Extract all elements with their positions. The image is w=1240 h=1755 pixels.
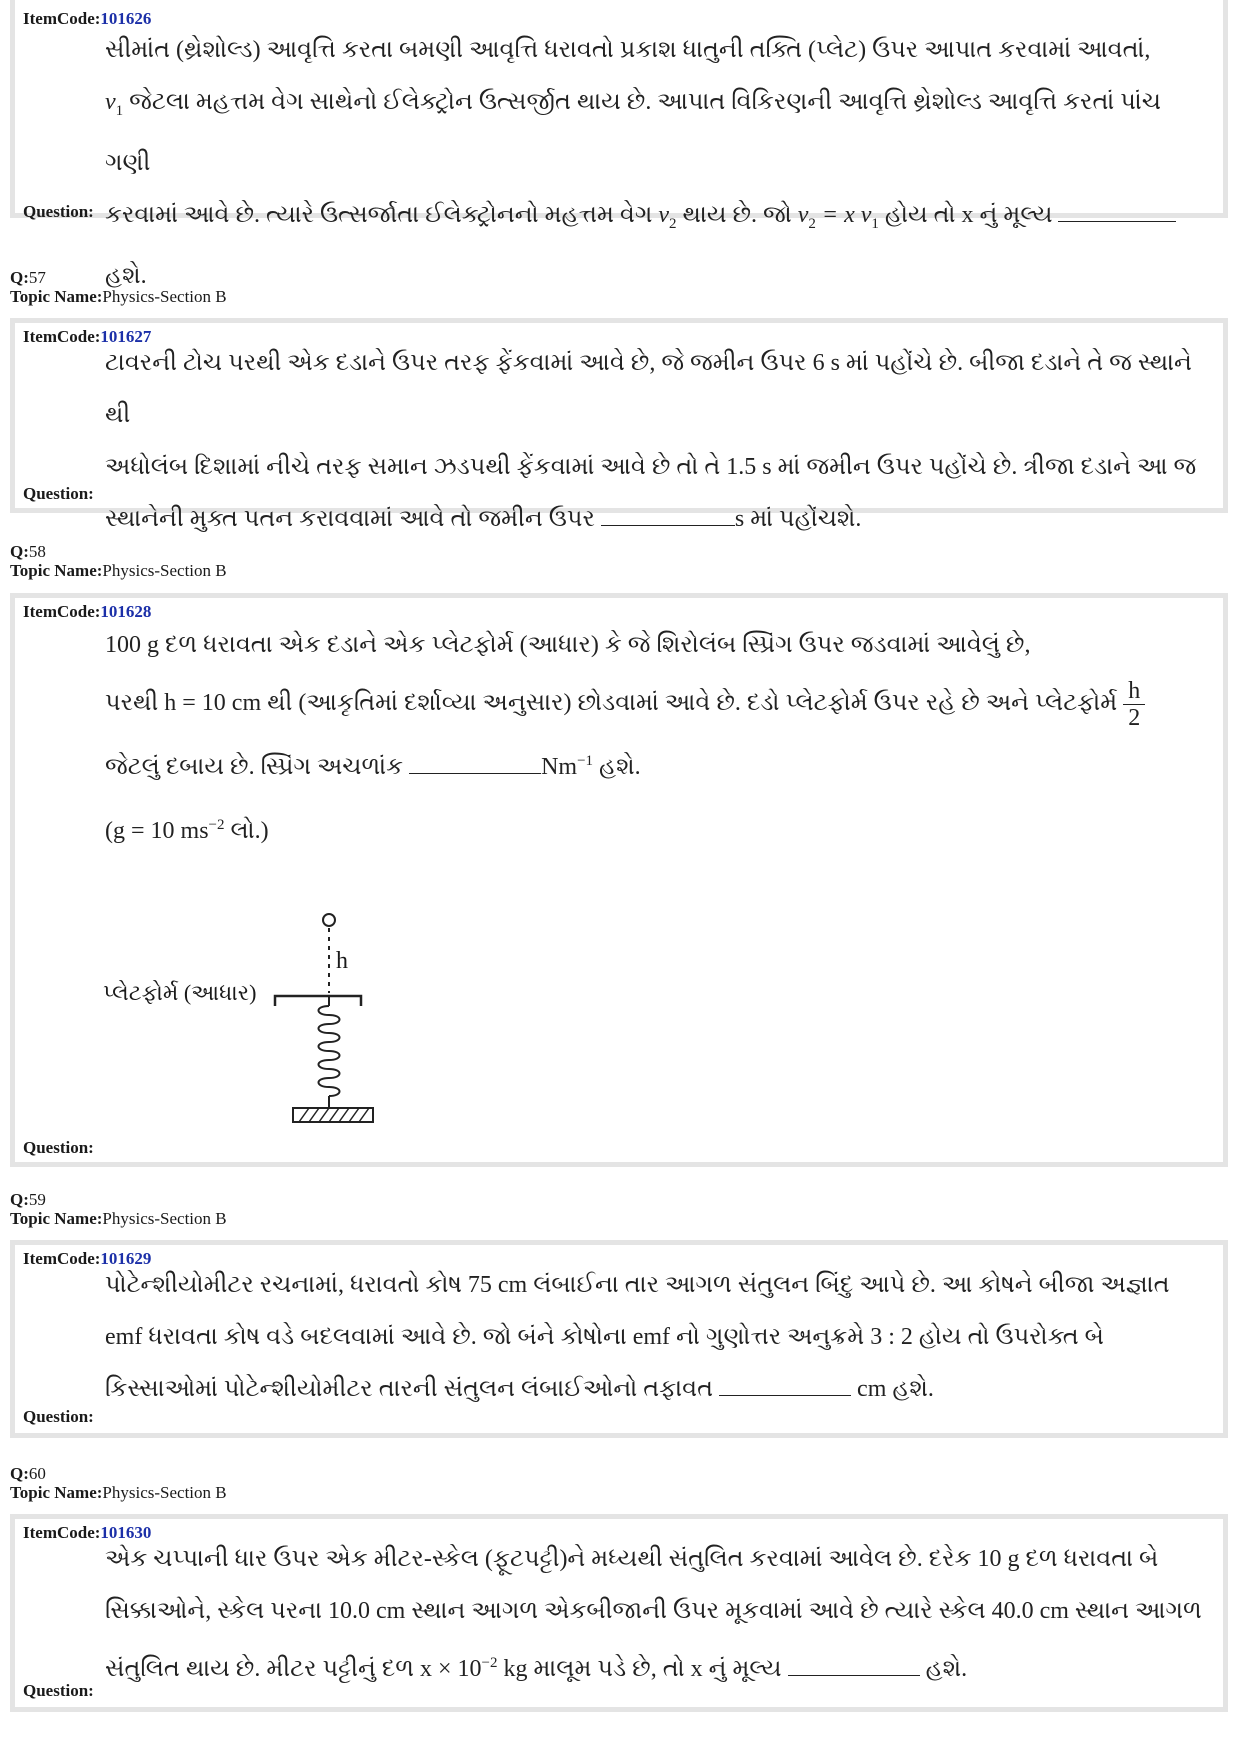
question-header-57: Q:57 Topic Name:Physics-Section B (10, 268, 227, 306)
height-label: h (336, 948, 348, 974)
topic-name: Physics-Section B (102, 1483, 227, 1502)
question-label: Question: (23, 1407, 94, 1426)
question-header-60: Q:60 Topic Name:Physics-Section B (10, 1464, 227, 1502)
question-label: Question: (23, 202, 94, 221)
answer-blank (409, 753, 541, 774)
item-code: ItemCode:101630 (23, 1523, 152, 1542)
item-code: ItemCode:101626 (23, 9, 152, 28)
question-header-58: Q:58 Topic Name:Physics-Section B (10, 542, 227, 580)
item-code: ItemCode:101629 (23, 1249, 152, 1268)
question-card-57 (10, 318, 1228, 532)
question-text: પોટેન્શીયોમીટર રચનામાં, ધરાવતો કોષ 75 cm લંબાઈના તાર આગળ સંતુલન બિંદુ આપે છે. આ કોષને બીજા અજ્ઞાત emf ધરાવતા કોષ વડે બદલવામાં આવે છે. જો બંને કોષોના emf નો ગુણોત્તર અનુક્રમે 3 : 2 હોય તો ઉપરોક્ત બે કિસ્સાઓમાં પોટેન્શીયોમીટર તારની સંતુલન લંબાઈઓનો તફાવત cm હશે. (105, 1272, 1170, 1402)
question-number: 60 (28, 1464, 46, 1483)
answer-blank (1058, 201, 1176, 222)
item-code: ItemCode:101627 (23, 327, 152, 346)
platform (275, 996, 361, 1006)
item-code-value: 101629 (100, 1249, 152, 1268)
item-code-value: 101627 (100, 327, 152, 346)
question-label: Question: (23, 1138, 94, 1157)
fraction-h-over-2: $\frac{h}{2}$ (1123, 678, 1145, 731)
item-code-value: 101628 (100, 602, 152, 621)
question-number: 57 (28, 268, 46, 287)
question-number: 58 (28, 542, 46, 561)
topic-name: Physics-Section B (102, 1209, 227, 1228)
item-code-value: 101626 (100, 9, 152, 28)
spring-diagram (103, 908, 403, 1148)
platform-label: પ્લેટફોર્મ (આધાર) (103, 980, 257, 1005)
question-number: 59 (28, 1190, 46, 1209)
answer-blank (601, 505, 735, 526)
question-text: ટાવરની ટોચ પરથી એક દડાને ઉપર તરફ ફેંકવામાં આવે છે, જે જમીન ઉપર 6 s માં પહોંચે છે. બીજા દડાને તે જ સ્થાને થી અધોલંબ દિશામાં નીચે તરફ સમાન ઝડપથી ફેંકવામાં આવે છે તો તે 1.5 s માં જમીન ઉપર પહોંચે છે. ત્રીજા દડાને આ જ સ્થાનેની મુક્ત પતન કરાવવામાં આવે તો જમીન ઉપર s માં પહોંચશે. (105, 350, 1197, 532)
answer-blank (719, 1375, 851, 1396)
question-header-59: Q:59 Topic Name:Physics-Section B (10, 1190, 227, 1228)
question-card-59 (10, 1240, 1228, 1438)
topic-name: Physics-Section B (102, 287, 227, 306)
ground-hatch (299, 1108, 369, 1122)
question-card-60 (10, 1514, 1228, 1712)
question-card-58 (10, 593, 1228, 1167)
question-label: Question: (23, 484, 94, 503)
question-text: એક ચપ્પાની ધાર ઉપર એક મીટર-સ્કેલ (ફૂટપટ્ટી)ને મધ્યથી સંતુલિત કરવામાં આવેલ છે. દરેક 10 g દળ ધરાવતા બે સિક્કાઓને, સ્કેલ પરના 10.0 cm સ્થાન આગળ એકબીજાની ઉપર મૂકવામાં આવે છે ત્યારે સ્કેલ 40.0 cm સ્થાન આગળ સંતુલિત થાય છે. મીટર પટ્ટીનું દળ $x \times 10^{-2}$ kg માલૂમ પડે છે, તો x નું મૂલ્ય હશે. (105, 1546, 1202, 1682)
spring-coil (319, 1006, 340, 1096)
topic-name: Physics-Section B (102, 561, 227, 580)
question-text: સીમાંત (થ્રેશોલ્ડ) આવૃત્તિ કરતા બમણી આવૃત્તિ ધરાવતો પ્રકાશ ધાતુની તક્તિ (પ્લેટ) ઉપર આપાત કરવામાં આવતાં, $v_1$ જેટલા મહત્તમ વેગ સાથેનો ઈલેક્ટ્રોન ઉત્સર્જીત થાય છે. આપાત વિકિરણની આવૃત્તિ થ્રેશોલ્ડ આવૃત્તિ કરતાં પાંચ ગણી કરવામાં આવે છે. ત્યારે ઉત્સર્જાતા ઈલેક્ટ્રોનનો મહત્તમ વેગ $v_2$ થાય છે. જો $v_2 = x$ $v_1$ હોય તો x નું મૂલ્ય હશે. (105, 24, 1211, 302)
answer-blank (788, 1655, 920, 1676)
item-code-value: 101630 (100, 1523, 152, 1542)
question-label: Question: (23, 1681, 94, 1700)
spring-platform-figure (103, 908, 403, 1148)
item-code: ItemCode:101628 (23, 602, 152, 621)
question-text: 100 g દળ ધરાવતા એક દડાને એક પ્લેટફોર્મ (આધાર) કે જે શિરોલંબ સ્પ્રિંગ ઉપર જડવામાં આવેલું છે, પરથી h = 10 cm થી (આકૃતિમાં દર્શાવ્યા અનુસાર) છોડવામાં આવે છે. દડો પ્લેટફોર્મ ઉપર રહે છે અને પ્લેટફોર્મ $\frac{h}{2}$ જેટલું દબાય છે. સ્પ્રિંગ અચળાંક $Nm^{-1}$ હશે. (g = 10 $ms^{-2}$ લો.) (105, 616, 1211, 860)
ball-icon (323, 914, 335, 926)
